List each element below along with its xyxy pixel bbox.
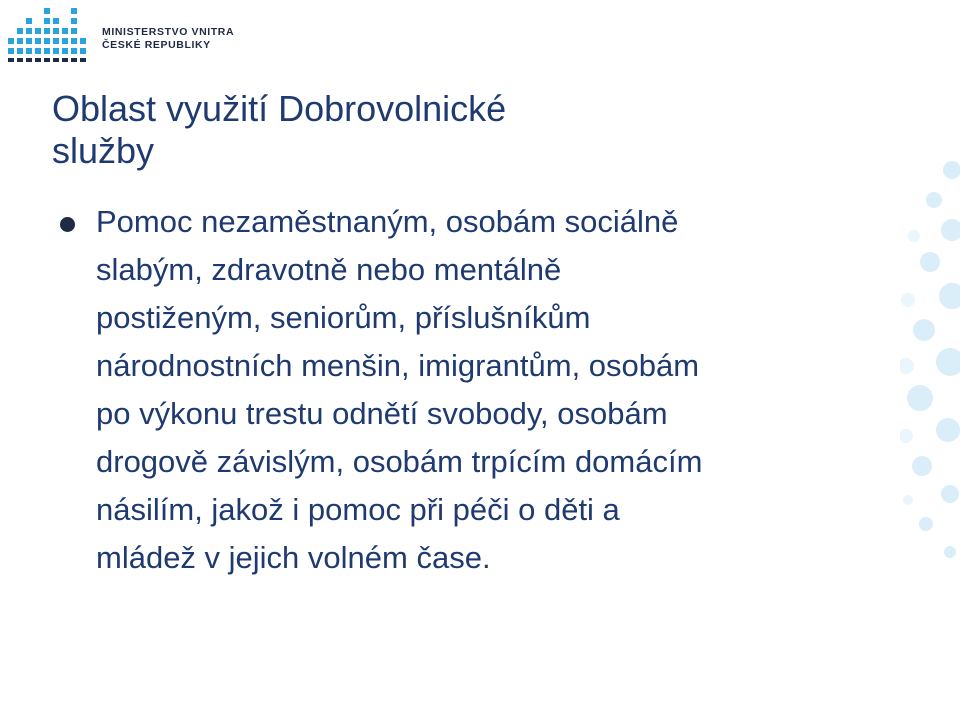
bullet-text-line: postiženým, seniorům, příslušníkům [96,300,591,335]
slide-title-line-2: služby [52,130,155,171]
decorative-dots-pattern [900,0,960,710]
logo-line-1: MINISTERSTVO VNITRA [102,26,235,38]
bullet-list [60,198,860,582]
bullet-text-line: násilím, jakož i pomoc při péči o děti a [96,492,620,527]
bullet-item [60,198,860,582]
ministry-logo [6,4,236,66]
bullet-text-line: Pomoc nezaměstnaným, osobám sociálně [96,204,679,239]
slide-title [52,88,692,172]
bullet-text-line: mládež v jejich volném čase. [96,540,491,575]
bullet-text-line: slabým, zdravotně nebo mentálně [96,252,562,287]
bullet-text-line: drogově závislým, osobám trpícím domácím [96,444,703,479]
ministry-logo-mark-icon [6,4,94,66]
slide-title-line-1: Oblast využití Dobrovolnické [52,88,507,129]
bullet-text-line: po výkonu trestu odnětí svobody, osobám [96,396,668,431]
bullet-dot-icon [60,217,75,232]
ministry-logo-text [102,26,234,52]
logo-line-2: ČESKÉ REPUBLIKY [102,39,211,51]
bullet-text-line: národnostních menšin, imigrantům, osobám [96,348,700,383]
